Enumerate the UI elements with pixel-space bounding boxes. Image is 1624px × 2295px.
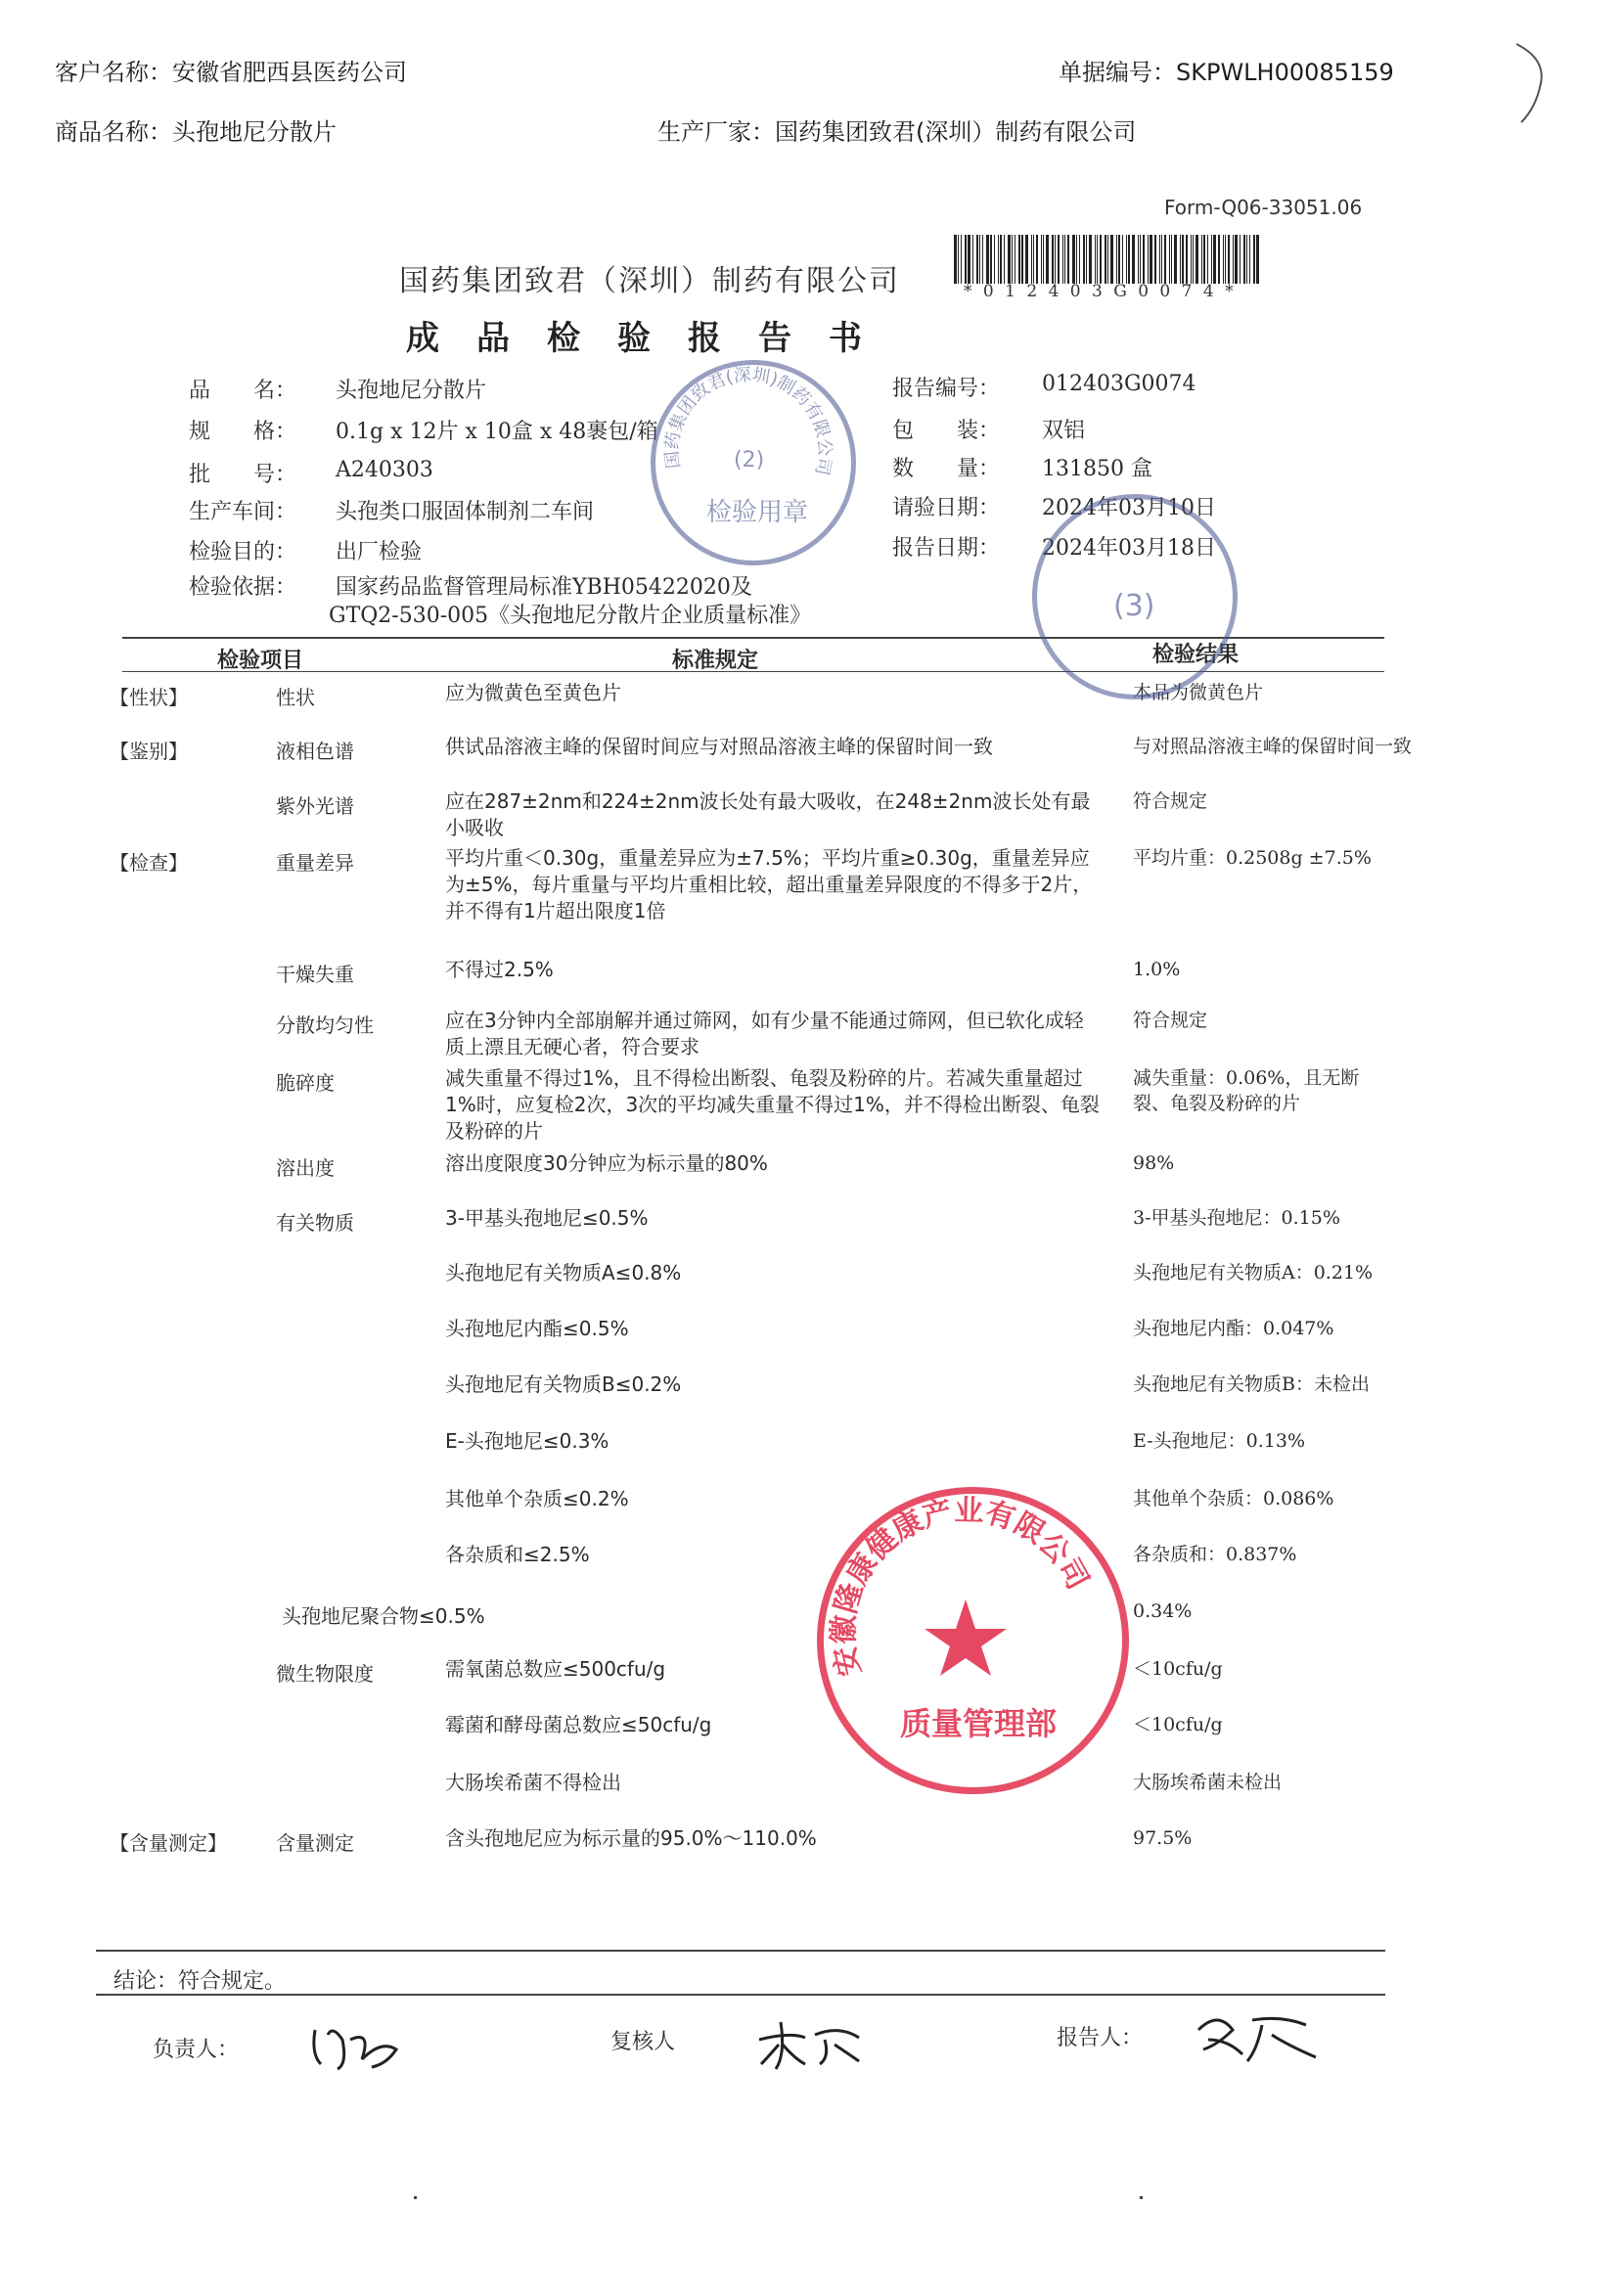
info-right-value: 双铝 bbox=[1042, 419, 1086, 443]
row-result: 符合规定 bbox=[1133, 1010, 1208, 1031]
inspection-seal-2 bbox=[1032, 494, 1238, 699]
row-result: 98% bbox=[1133, 1152, 1175, 1174]
maker-label: 生产厂家： bbox=[657, 118, 775, 146]
row-item: 性状 bbox=[276, 686, 315, 709]
row-item: 液相色谱 bbox=[276, 740, 354, 763]
row-standard: 应在3分钟内全部崩解并通过筛网，如有少量不能通过筛网，但已软化成轻质上漂且无硬心者，符合要求 bbox=[445, 1009, 1084, 1058]
conclusion-top-rule bbox=[96, 1950, 1385, 1952]
row-result: E-头孢地尼：0.13% bbox=[1133, 1430, 1306, 1452]
doc-number-label: 单据编号： bbox=[1059, 59, 1176, 86]
row-standard: 溶出度限度30分钟应为标示量的80% bbox=[445, 1151, 768, 1175]
reporter-signature bbox=[1189, 2001, 1326, 2069]
conclusion-bottom-rule bbox=[96, 1994, 1385, 1996]
info-right-value: 2024年03月10日 bbox=[1042, 496, 1216, 520]
product-value: 头孢地尼分散片 bbox=[172, 118, 337, 146]
info-left-value: A240303 bbox=[336, 458, 433, 482]
product-line bbox=[55, 112, 337, 147]
info-right-label: 报告编号： bbox=[892, 377, 1001, 401]
header-standard: 标准规定 bbox=[672, 649, 759, 673]
row-item: 重量差异 bbox=[276, 851, 354, 875]
row-standard: 霉菌和酵母菌总数应≤50cfu/g bbox=[445, 1713, 712, 1736]
report-title: 成品检验报告书 bbox=[406, 319, 899, 358]
row-item: 紫外光谱 bbox=[276, 794, 354, 818]
info-right-value: 131850 盒 bbox=[1042, 457, 1152, 481]
row-result: 1.0% bbox=[1133, 959, 1181, 980]
info-left-label: 批 号： bbox=[189, 463, 297, 487]
info-right-label: 请验日期： bbox=[892, 496, 1001, 520]
row-result: 平均片重：0.2508g ±7.5% bbox=[1133, 847, 1372, 869]
star-icon bbox=[925, 1599, 1007, 1676]
form-code: Form-Q06-33051.06 bbox=[1164, 196, 1363, 219]
barcode-text: * 0 1 2 4 0 3 G 0 0 7 4 * bbox=[964, 282, 1237, 301]
row-standard: 应在287±2nm和224±2nm波长处有最大吸收，在248±2nm波长处有最小吸收 bbox=[445, 789, 1091, 839]
customer-label: 客户名称： bbox=[55, 59, 172, 86]
row-result: 符合规定 bbox=[1133, 790, 1208, 812]
row-item: 头孢地尼聚合物≤0.5% bbox=[282, 1604, 485, 1628]
row-standard: 各杂质和≤2.5% bbox=[445, 1543, 590, 1566]
reviewer-signature bbox=[751, 2010, 869, 2079]
info-right-label: 数 量： bbox=[892, 457, 1001, 481]
info-left-label: 品 名： bbox=[189, 379, 297, 403]
row-result: 本品为微黄色片 bbox=[1133, 682, 1264, 703]
row-item: 含量测定 bbox=[276, 1831, 354, 1855]
info-right-value: 2024年03月18日 bbox=[1042, 536, 1216, 561]
row-category: 【性状】 bbox=[110, 686, 188, 709]
customer-line bbox=[55, 53, 407, 87]
row-standard: 头孢地尼有关物质B≤0.2% bbox=[445, 1372, 682, 1396]
row-standard: 平均片重＜0.30g，重量差异应为±7.5%；平均片重≥0.30g，重量差异应为±5%，每片重量与平均片重相比较，超出重量差异限度的不得多于2片，并不得有1片超出限度1倍 bbox=[445, 846, 1093, 922]
info-right-value: 012403G0074 bbox=[1042, 372, 1196, 396]
corner-mark bbox=[1507, 39, 1556, 127]
info-left-label: 检验目的： bbox=[189, 540, 297, 564]
row-result: ＜10cfu/g bbox=[1133, 1658, 1223, 1680]
row-item: 微生物限度 bbox=[276, 1662, 374, 1686]
maker-value: 国药集团致君(深圳）制药有限公司 bbox=[775, 118, 1137, 146]
basis-line-2: GTQ2-530-005《头孢地尼分散片企业质量标准》 bbox=[329, 604, 812, 628]
row-result: 97.5% bbox=[1133, 1827, 1193, 1849]
row-item: 有关物质 bbox=[276, 1211, 354, 1235]
info-right-label: 包 装： bbox=[892, 419, 1001, 443]
info-left-value: 国家药品监督管理局标准YBH05422020及 bbox=[336, 575, 752, 600]
row-standard: 应为微黄色至黄色片 bbox=[445, 681, 621, 704]
row-category: 【含量测定】 bbox=[110, 1831, 227, 1855]
barcode bbox=[954, 235, 1384, 284]
seal-number: (3) bbox=[1113, 589, 1155, 623]
row-standard: 头孢地尼内酯≤0.5% bbox=[445, 1317, 629, 1340]
row-result: 0.34% bbox=[1133, 1600, 1193, 1622]
header-result: 检验结果 bbox=[1152, 643, 1240, 667]
info-left-value: 头孢地尼分散片 bbox=[336, 379, 487, 403]
row-item: 脆碎度 bbox=[276, 1071, 335, 1095]
doc-number-line bbox=[1059, 53, 1394, 87]
row-standard: 需氧菌总数应≤500cfu/g bbox=[445, 1657, 666, 1681]
conclusion: 结论：符合规定。 bbox=[113, 1969, 287, 1994]
row-result: 减失重量：0.06%，且无断 裂、龟裂及粉碎的片 bbox=[1133, 1067, 1378, 1114]
info-left-value: 0.1g x 12片 x 10盒 x 48裹包/箱 bbox=[336, 420, 658, 444]
header-item: 检验项目 bbox=[217, 649, 304, 673]
row-standard: 3-甲基头孢地尼≤0.5% bbox=[445, 1206, 649, 1230]
reporter-label: 报告人： bbox=[1057, 2026, 1144, 2050]
seal-text: 国药集团致君(深圳)制药有限公司 bbox=[661, 364, 835, 477]
quality-department-seal bbox=[817, 1487, 1129, 1794]
row-standard: 减失重量不得过1%，且不得检出断裂、龟裂及粉碎的片。若减失重量超过1%时，应复检2次，3次的平均减失重量不得过1%，并不得检出断裂、龟裂及粉碎的片 bbox=[445, 1066, 1100, 1143]
row-result: 其他单个杂质：0.086% bbox=[1133, 1488, 1334, 1509]
reviewer-label: 复核人 bbox=[610, 2030, 676, 2054]
customer-value: 安徽省肥西县医药公司 bbox=[172, 59, 407, 86]
responsible-label: 负责人： bbox=[153, 2038, 240, 2062]
row-result: 头孢地尼有关物质B：未检出 bbox=[1133, 1373, 1370, 1395]
row-result: 大肠埃希菌未检出 bbox=[1133, 1772, 1283, 1793]
company-name: 国药集团致君（深圳）制药有限公司 bbox=[399, 264, 900, 298]
seal-text: 安徽隆康健康产业有限公司 bbox=[827, 1493, 1096, 1680]
row-standard: 头孢地尼有关物质A≤0.8% bbox=[445, 1261, 682, 1284]
row-result: 各杂质和：0.837% bbox=[1133, 1544, 1297, 1565]
seal-number: (2) bbox=[734, 448, 765, 472]
row-standard: E-头孢地尼≤0.3% bbox=[445, 1429, 609, 1453]
row-item: 溶出度 bbox=[276, 1156, 335, 1180]
row-standard: 供试品溶液主峰的保留时间应与对照品溶液主峰的保留时间一致 bbox=[445, 735, 993, 758]
row-standard: 含头孢地尼应为标示量的95.0%～110.0% bbox=[445, 1826, 817, 1850]
row-standard: 不得过2.5% bbox=[445, 958, 554, 981]
row-item: 干燥失重 bbox=[276, 963, 354, 986]
seal-bottom: 质量管理部 bbox=[900, 1705, 1058, 1742]
row-item: 分散均匀性 bbox=[276, 1013, 374, 1037]
row-standard: 其他单个杂质≤0.2% bbox=[445, 1487, 629, 1510]
info-right-label: 报告日期： bbox=[892, 536, 1001, 561]
maker-line bbox=[657, 112, 1136, 147]
row-standard: 大肠埃希菌不得检出 bbox=[445, 1771, 621, 1794]
dot-mark bbox=[1140, 2196, 1143, 2199]
info-left-value: 出厂检验 bbox=[336, 540, 423, 564]
row-result: ＜10cfu/g bbox=[1133, 1714, 1223, 1735]
seal-bottom: 检验用章 bbox=[706, 498, 809, 527]
dot-mark bbox=[414, 2196, 417, 2199]
responsible-signature bbox=[303, 2010, 411, 2079]
info-left-label: 规 格： bbox=[189, 420, 297, 444]
row-result: 头孢地尼有关物质A：0.21% bbox=[1133, 1262, 1374, 1283]
doc-number-value: SKPWLH00085159 bbox=[1176, 59, 1394, 86]
row-category: 【检查】 bbox=[110, 851, 188, 875]
row-result: 头孢地尼内酯：0.047% bbox=[1133, 1318, 1334, 1339]
row-result: 3-甲基头孢地尼：0.15% bbox=[1133, 1207, 1340, 1229]
info-left-value: 头孢类口服固体制剂二车间 bbox=[336, 500, 595, 524]
row-result: 与对照品溶液主峰的保留时间一致 bbox=[1133, 736, 1413, 757]
info-left-label: 生产车间： bbox=[189, 500, 297, 524]
product-label: 商品名称： bbox=[55, 118, 172, 146]
inspection-seal bbox=[651, 360, 856, 565]
row-category: 【鉴别】 bbox=[110, 740, 188, 763]
info-left-label: 检验依据： bbox=[189, 575, 297, 600]
